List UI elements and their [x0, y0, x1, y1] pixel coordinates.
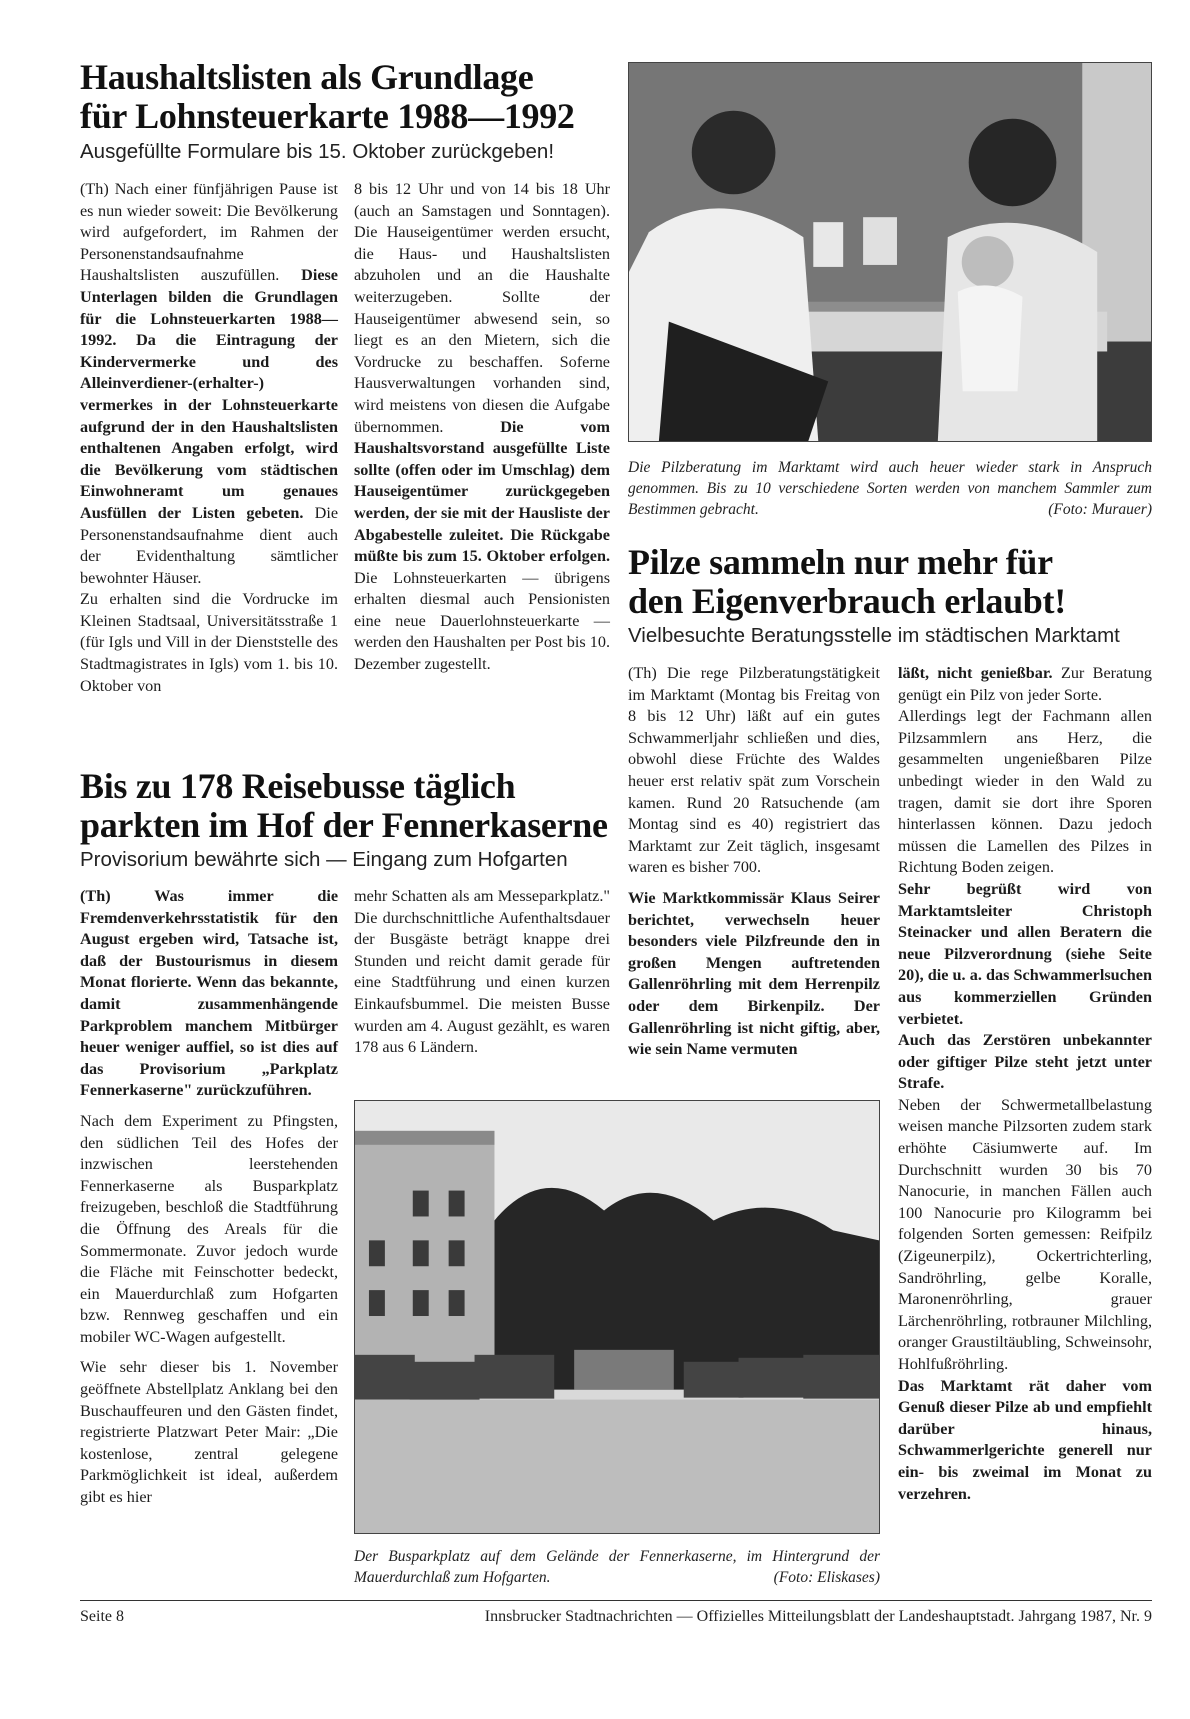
photo2-caption-text: Der Busparkplatz auf dem Gelände der Fennerkaserne, im Hintergrund der Mauerdurchlaß zum Hofgarten. [354, 1548, 880, 1586]
article2-subheadline: Vielbesuchte Beratungsstelle im städtischen Marktamt [628, 624, 1120, 647]
article3-paragraph-4: mehr Schatten als am Messeparkplatz." Die durchschnittliche Aufenthaltsdauer der Busgäste beträgt knappe drei Stunden und reicht damit gerade für eine Stadtführung und einen kurzen Einkaufsbummel. Die meisten Busse wurden am 4. August gezählt, es waren 178 aus 6 Ländern. [354, 887, 610, 1057]
article3-column-1 [80, 886, 338, 1509]
article1-headline [80, 58, 620, 136]
bus-parking-photo [354, 1100, 880, 1534]
photo1-caption [628, 457, 1152, 520]
article1-bold-text: Diese Unterlagen bilden die Grundlagen für die Lohnsteuerkarten 1988—1992. Da die Eintragung der Kindervermerke und des Alleinverdiener-(erhalter-) vermerkes in der Lohnsteuerkarte aufgrund der in den Haushaltslisten enthaltenen Angaben erfolgt, wird die Bevölkerung vom städtischen Einwohneramt um genaues Ausfüllen der Listen gebeten. [80, 266, 338, 522]
article3-headline-line1: Bis zu 178 Reisebusse täglich [80, 766, 516, 806]
photo1-credit: (Foto: Murauer) [1048, 501, 1152, 518]
mushroom-consultation-photo [628, 62, 1152, 442]
footer-page-number: Seite 8 [80, 1608, 124, 1625]
article1-headline-line2: für Lohnsteuerkarte 1988—1992 [80, 96, 575, 136]
article1-headline-line1: Haushaltslisten als Grundlage [80, 57, 534, 97]
article2-bold-text: läßt, nicht genießbar. [898, 664, 1053, 682]
article2-bold-text: Das Marktamt rät daher vom Genuß dieser Pilze ab und empfiehlt darüber hinaus, Schwammerlgerichte generell nur ein- bis zweimal im Monat zu verzehren. [898, 1376, 1152, 1503]
photo2-caption [354, 1546, 880, 1588]
article3-paragraph-2: Nach dem Experiment zu Pfingsten, den südlichen Teil des Hofes der inzwischen leerstehenden Fennerkaserne als Busparkplatz freizugeben, beschloß die Stadtführung die Öffnung des Areals für die Sommermonate. Zuvor jedoch wurde die Fläche mit Feinschotter bedeckt, ein Mauerdurchlaß zum Hofgarten bzw. Rennweg geschaffen und ein mobiler WC-Wagen aufgestellt. [80, 1111, 338, 1346]
article1-text: Die Personenstandsaufnahme dient auch der Evidenthaltung sämtlicher bewohnter Häuser. [80, 503, 339, 587]
article2-paragraph-4: Allerdings legt der Fachmann allen Pilzsammlern ans Herz, die gesammelten ungenießbaren Pilze unbedingt wieder in den Wald zu tragen, damit sie dort ihre Sporen hinterlassen können. Dazu jedoch müssen die Lamellen des Pilzes in Richtung Boden zeigen. [898, 707, 1152, 877]
article3-paragraph-1 [80, 886, 338, 1102]
article3-subheadline: Provisorium bewährte sich — Eingang zum Hofgarten [80, 848, 568, 871]
article1-paragraph-1 [80, 179, 338, 589]
footer-rule [80, 1600, 1152, 1601]
article2-bold-text: Wie Marktkommissär Klaus Seirer berichtet, verwechseln heuer besonders viele Pilzfreunde den in großen Mengen auftretenden Gallenröhrling mit dem Herrenpilz oder dem Birkenpilz. Der Gallenröhrling ist nicht giftig, aber, wie sein Name vermuten [628, 888, 880, 1059]
article2-column-2 [898, 663, 1152, 1505]
article1-paragraph-2: Zu erhalten sind die Vordrucke im Kleinen Stadtsaal, Universitätsstraße 1 (für Igls und Vill in der Dienststelle des Stadtmagistrates in Igls) vom 1. bis 10. Oktober von [80, 590, 338, 695]
article3-paragraph-3: Wie sehr dieser bis 1. November geöffnete Abstellplatz Anklang bei den Buschauffeuren und den Gästen findet, registrierte Platzwart Peter Mair: „Die kostenlose, zentral gelegene Parkmöglichkeit ist ideal, außerdem gibt es hier [80, 1358, 338, 1507]
article2-headline [628, 543, 1152, 621]
article1-subheadline: Ausgefüllte Formulare bis 15. Oktober zurückgeben! [80, 140, 555, 163]
article3-headline [80, 767, 620, 845]
article1-column-1 [80, 179, 338, 697]
article2-paragraph-2 [628, 888, 880, 1061]
article2-paragraph-6 [898, 1030, 1152, 1095]
footer-publication: Innsbrucker Stadtnachrichten — Offizielles Mitteilungsblatt der Landeshauptstadt. Jahrgang 1987, Nr. 9 [484, 1608, 1152, 1625]
article2-paragraph-8 [898, 1376, 1152, 1506]
article1-paragraph-3 [354, 179, 610, 676]
article3-column-2 [354, 886, 610, 1059]
article2-paragraph-7: Neben der Schwermetallbelastung weisen manche Pilzsorten zudem stark erhöhte Cäsiumwerte auf. Im Durchschnitt wurden 30 bis 70 Nanocurie, in manchen Fällen auch 100 Nanocurie pro Kilogramm bei folgenden Sorten gemessen: Reifpilz (Zigeunerpilz), Ockertrichterling, Sandröhrling, gelbe Koralle, Maronenröhrling, grauer Lärchenröhrling, rotbrauner Milchling, oranger Graustiltäubling, Schweinsohr, Hohlfußröhrling. [898, 1095, 1152, 1373]
article3-bold-text: (Th) Was immer die Fremdenverkehrsstatistik für den August ergeben wird, Tatsache ist, daß der Bustourismus in diesem Monat florierte. Wenn das bekannte, damit zusammenhängende Parkproblem manchem Mitbürger heuer weniger auffiel, so ist dies auf das Provisorium „Parkplatz Fennerkaserne" zurückzuführen. [80, 887, 338, 1100]
article1-column-2 [354, 179, 610, 676]
article2-text: Zur Beratung genügt ein Pilz von jeder Sorte. [898, 664, 1153, 704]
article2-headline-line2: den Eigenverbrauch erlaubt! [628, 581, 1066, 621]
article1-bold-text: Die vom Haushaltsvorstand ausgefüllte Liste sollte (offen oder im Umschlag) dem Hauseigentümer zurückgegeben werden, der sie mit der Hausliste der Abgabestelle zuleitet. Die Rückgabe müßte bis zum 15. Oktober erfolgen. [354, 417, 611, 566]
article2-bold-text: Sehr begrüßt wird von Marktamtsleiter Christoph Steinacker und allen Beratern die neue Pilzverordnung (siehe Seite 20), die u. a. das Schwammerlsuchen aus kommerziellen Gründen verbietet. [898, 879, 1152, 1028]
article1-text: (Th) Nach einer fünfjährigen Pause ist es nun wieder soweit: Die Bevölkerung wird aufgefordert, im Rahmen der Personenstandsaufnahme Haushaltslisten auszufüllen. [80, 180, 338, 285]
article3-headline-line2: parkten im Hof der Fennerkaserne [80, 805, 608, 845]
article1-text: 8 bis 12 Uhr und von 14 bis 18 Uhr (auch an Samstagen und Sonntagen). Die Hauseigentümer werden ersucht, die Haus- und Haushaltslisten abzuholen und an die Haushalte weiterzugeben. Sollte der Hauseigentümer abwesend sein, so liegt es an den Mietern, sich die Vordrucke zu beschaffen. Soferne Hausverwaltungen vorhanden sind, wird meistens von diesen die Aufgabe übernommen. [354, 180, 610, 436]
article2-bold-text: Auch das Zerstören unbekannter oder giftiger Pilze steht jetzt unter Strafe. [898, 1031, 1152, 1093]
article2-headline-line1: Pilze sammeln nur mehr für [628, 542, 1053, 582]
article2-column-1 [628, 663, 880, 1061]
article2-paragraph-5 [898, 879, 1152, 1030]
article2-paragraph-3 [898, 663, 1152, 706]
article1-text: Die Lohnsteuerkarten — übrigens erhalten diesmal auch Pensionisten eine neue Dauerlohnsteuerkarte — werden den Haushalten per Post bis 10. Dezember zugestellt. [354, 568, 610, 674]
photo2-credit: (Foto: Eliskases) [773, 1569, 880, 1586]
photo1-caption-text: Die Pilzberatung im Marktamt wird auch heuer wieder stark in Anspruch genommen. Bis zu 10 verschiedene Sorten werden von manchem Sammler zum Bestimmen gebracht. [628, 459, 1152, 518]
article2-paragraph-1: (Th) Die rege Pilzberatungstätigkeit im Marktamt (Montag bis Freitag von 8 bis 12 Uhr) läßt auf ein gutes Schwammerljahr schließen und dies, obwohl diese Früchte des Waldes heuer erst relativ spät zum Vorschein kamen. Rund 20 Ratsuchende (am Montag sind es 40) registriert das Marktamt zur Zeit täglich, insgesamt waren es bisher 700. [628, 664, 880, 877]
